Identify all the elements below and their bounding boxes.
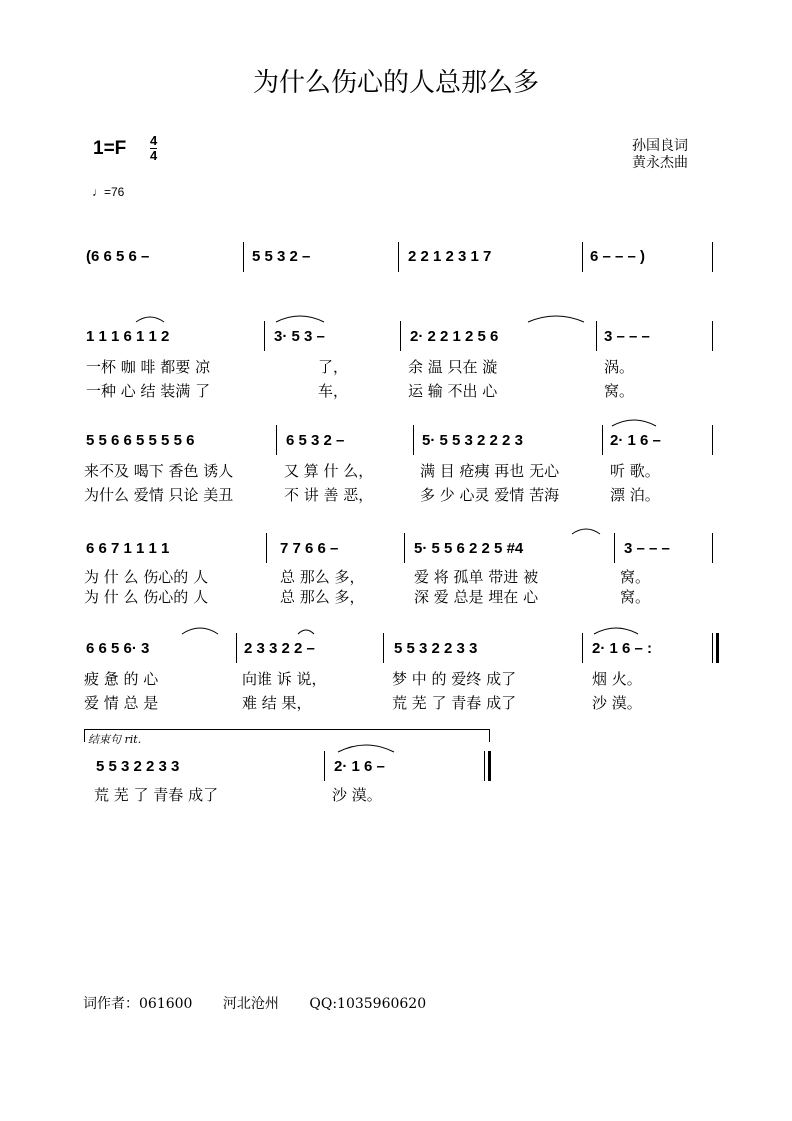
- lyric-text: 一种 心 结 装满 了: [86, 382, 211, 400]
- slur: [594, 628, 638, 634]
- lyric-text: 漂 泊。: [610, 486, 660, 504]
- lyric-text: 了，: [318, 358, 349, 376]
- measure-notes: 3 – – –: [624, 540, 670, 557]
- measure-notes: 7 7 6 6 –: [280, 540, 339, 557]
- page-title: 为什么伤心的人总那么多: [252, 68, 539, 98]
- lyric-text: 车，: [318, 382, 349, 400]
- lyric-text: 梦 中 的 爱终 成了: [392, 670, 517, 688]
- slur: [276, 316, 324, 322]
- measure-notes: 2 2 1 2 3 1 7: [408, 248, 492, 265]
- measure-notes: 5 5 3 2 –: [252, 248, 311, 265]
- slur: [528, 316, 584, 322]
- footer: [83, 993, 452, 1013]
- measure-notes: 2· 1 6 –: [334, 758, 385, 775]
- measure-notes: 6 – – – ): [590, 248, 646, 265]
- lyric-text: 沙 漠。: [332, 786, 382, 804]
- measure-notes: 6 6 5 6· 3: [86, 640, 150, 657]
- lyric-text: 荒 芜 了 青春 成了: [392, 694, 517, 712]
- slur: [572, 529, 600, 534]
- measure-notes: 5· 5 5 3 2 2 2 3: [422, 432, 523, 449]
- lyric-text: 来不及 喝下 香色 诱人: [84, 462, 234, 480]
- slur: [182, 628, 218, 634]
- measure-notes: 5 5 3 2 2 3 3: [96, 758, 180, 775]
- ending-label: 结束句 rit.: [88, 733, 142, 746]
- key-signature: 1=F: [93, 138, 127, 159]
- lyric-text: 向谁 诉 说，: [242, 670, 327, 688]
- measure-notes: 6 6 7 1 1 1 1: [86, 540, 170, 557]
- lyric-text: 沙 漠。: [592, 694, 642, 712]
- lyric-text: 多 少 心灵 爱情 苦海: [420, 486, 560, 504]
- measure-notes: 5· 5 5 6 2 2 5 #4: [414, 540, 524, 557]
- lyric-text: 余 温 只在 漩: [408, 358, 498, 376]
- slur: [612, 420, 656, 426]
- lyric-text: 为 什 么 伤心的 人: [84, 568, 209, 586]
- footer-author: 词作者：061600: [83, 996, 193, 1012]
- lyric-text: 总 那么 多，: [280, 588, 365, 606]
- measure-notes: 2· 2 2 1 2 5 6: [410, 328, 499, 345]
- lyric-text: 为什么 爱情 只论 美丑: [84, 486, 234, 504]
- measure-notes: 2· 1 6 – :: [592, 640, 653, 657]
- lyric-text: 爱 情 总 是: [84, 694, 159, 712]
- measure-notes: 3 – – –: [604, 328, 650, 345]
- meter-bottom: 4: [150, 148, 158, 163]
- lyric-text: 窝。: [620, 568, 651, 586]
- lyric-text: 荒 芜 了 青春 成了: [94, 786, 219, 804]
- lyric-text: 涡。: [604, 358, 635, 376]
- lyric-text: 总 那么 多，: [280, 568, 365, 586]
- lyric-text: 运 输 不出 心: [408, 382, 498, 400]
- footer-place: 河北沧州: [222, 996, 279, 1012]
- lyric-text: 一杯 咖 啡 都要 凉: [86, 358, 211, 376]
- lyric-text: 烟 火。: [592, 670, 642, 688]
- lyric-text: 为 什 么 伤心的 人: [84, 588, 209, 606]
- meter-top: 4: [150, 133, 158, 148]
- tempo-marking: ♩=76: [92, 185, 125, 199]
- composer: 黄永杰曲: [632, 155, 688, 171]
- slur: [298, 630, 314, 634]
- lyric-text: 难 结 果，: [242, 694, 312, 712]
- measure-notes: 3· 5 3 –: [274, 328, 325, 345]
- lyric-text: 窝。: [620, 588, 651, 606]
- measure-notes: (6 6 5 6 –: [86, 248, 150, 265]
- slur: [338, 745, 394, 752]
- measure-notes: 6 5 3 2 –: [286, 432, 345, 449]
- slur: [136, 317, 164, 322]
- lyric-text: 又 算 什 么，: [284, 462, 374, 480]
- measure-notes: 5 5 6 6 5 5 5 5 6: [86, 432, 195, 449]
- lyric-text: 不 讲 善 恶，: [284, 486, 374, 504]
- lyric-text: 疲 惫 的 心: [84, 670, 159, 688]
- measure-notes: 2 3 3 2 2 –: [244, 640, 315, 657]
- footer-qq: QQ:1035960620: [309, 996, 427, 1012]
- lyricist: 孙国良词: [632, 138, 688, 154]
- lyric-text: 爱 将 孤单 带进 被: [414, 568, 539, 586]
- measure-notes: 1 1 1 6 1 1 2: [86, 328, 170, 345]
- lyric-text: 满 目 疮痍 再也 无心: [420, 462, 560, 480]
- lyric-text: 听 歌。: [610, 462, 660, 480]
- measure-notes: 2· 1 6 –: [610, 432, 661, 449]
- lyric-text: 深 爱 总是 埋在 心: [414, 588, 539, 606]
- lyric-text: 窝。: [604, 382, 635, 400]
- measure-notes: 5 5 3 2 2 3 3: [394, 640, 478, 657]
